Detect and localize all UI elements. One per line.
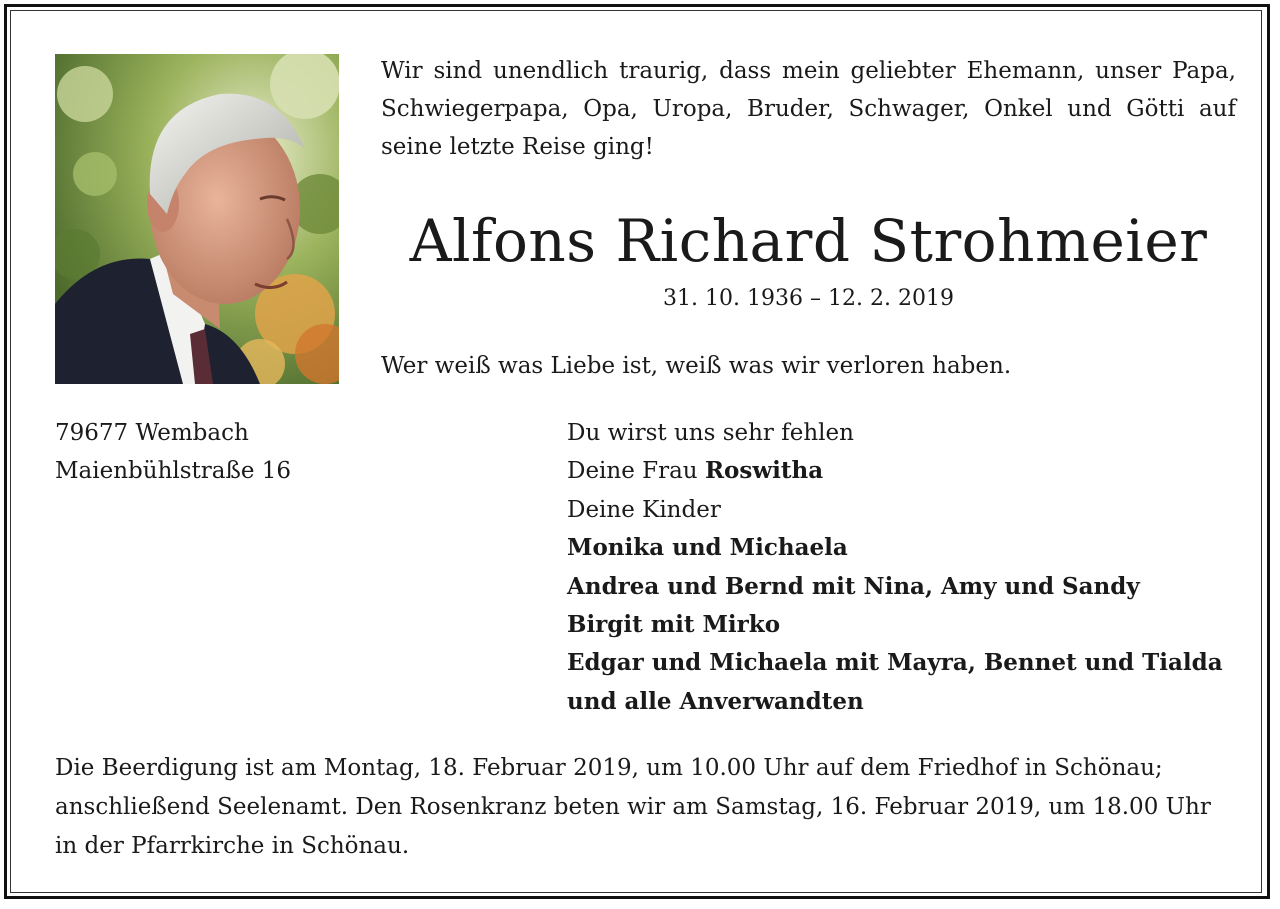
wife-prefix: Deine Frau bbox=[567, 458, 698, 485]
address-line-1: 79677 Wembach bbox=[55, 420, 249, 446]
deceased-name: Alfons Richard Strohmeier bbox=[409, 207, 1208, 275]
mourners-intro: Du wirst uns sehr fehlen bbox=[567, 420, 854, 446]
mourner-line: Monika und Michaela bbox=[567, 534, 848, 562]
mourner-line: Edgar und Michaela mit Mayra, Bennet und Tialda bbox=[567, 649, 1223, 677]
address-line-2: Maienbühlstraße 16 bbox=[55, 458, 292, 484]
family-address bbox=[55, 414, 291, 490]
children-label: Deine Kinder bbox=[567, 496, 721, 523]
mourner-line: und alle Anverwandten bbox=[567, 687, 864, 715]
portrait-photo bbox=[55, 54, 339, 384]
funeral-line-3: in der Pfarrkirche in Schönau. bbox=[55, 833, 410, 859]
wife-line bbox=[567, 452, 1247, 490]
mourner-line: Birgit mit Mirko bbox=[567, 611, 781, 639]
funeral-line-2: anschließend Seelenamt. Den Rosenkranz beten wir am Samstag, 16. Februar 2019, um 18.00 Uhr bbox=[55, 794, 1211, 820]
intro-text: Wir sind unendlich traurig, dass mein geliebter Ehemann, unser Papa, Schwiegerpapa, Opa, Uropa, Bruder, Schwager, Onkel und Götti auf seine letzte Reise ging! bbox=[381, 58, 1236, 160]
memorial-quote: Wer weiß was Liebe ist, weiß was wir verloren haben. bbox=[381, 353, 1012, 379]
funeral-line-1: Die Beerdigung ist am Montag, 18. Februar 2019, um 10.00 Uhr auf dem Friedhof in Schönau; bbox=[55, 755, 1163, 781]
mourner-line: Andrea und Bernd mit Nina, Amy und Sandy bbox=[567, 572, 1140, 600]
portrait-illustration bbox=[55, 54, 339, 384]
mourners-list bbox=[567, 414, 1247, 721]
funeral-details bbox=[55, 749, 1225, 866]
wife-name: Roswitha bbox=[704, 457, 824, 485]
life-dates: 31. 10. 1936 – 12. 2. 2019 bbox=[663, 286, 954, 311]
